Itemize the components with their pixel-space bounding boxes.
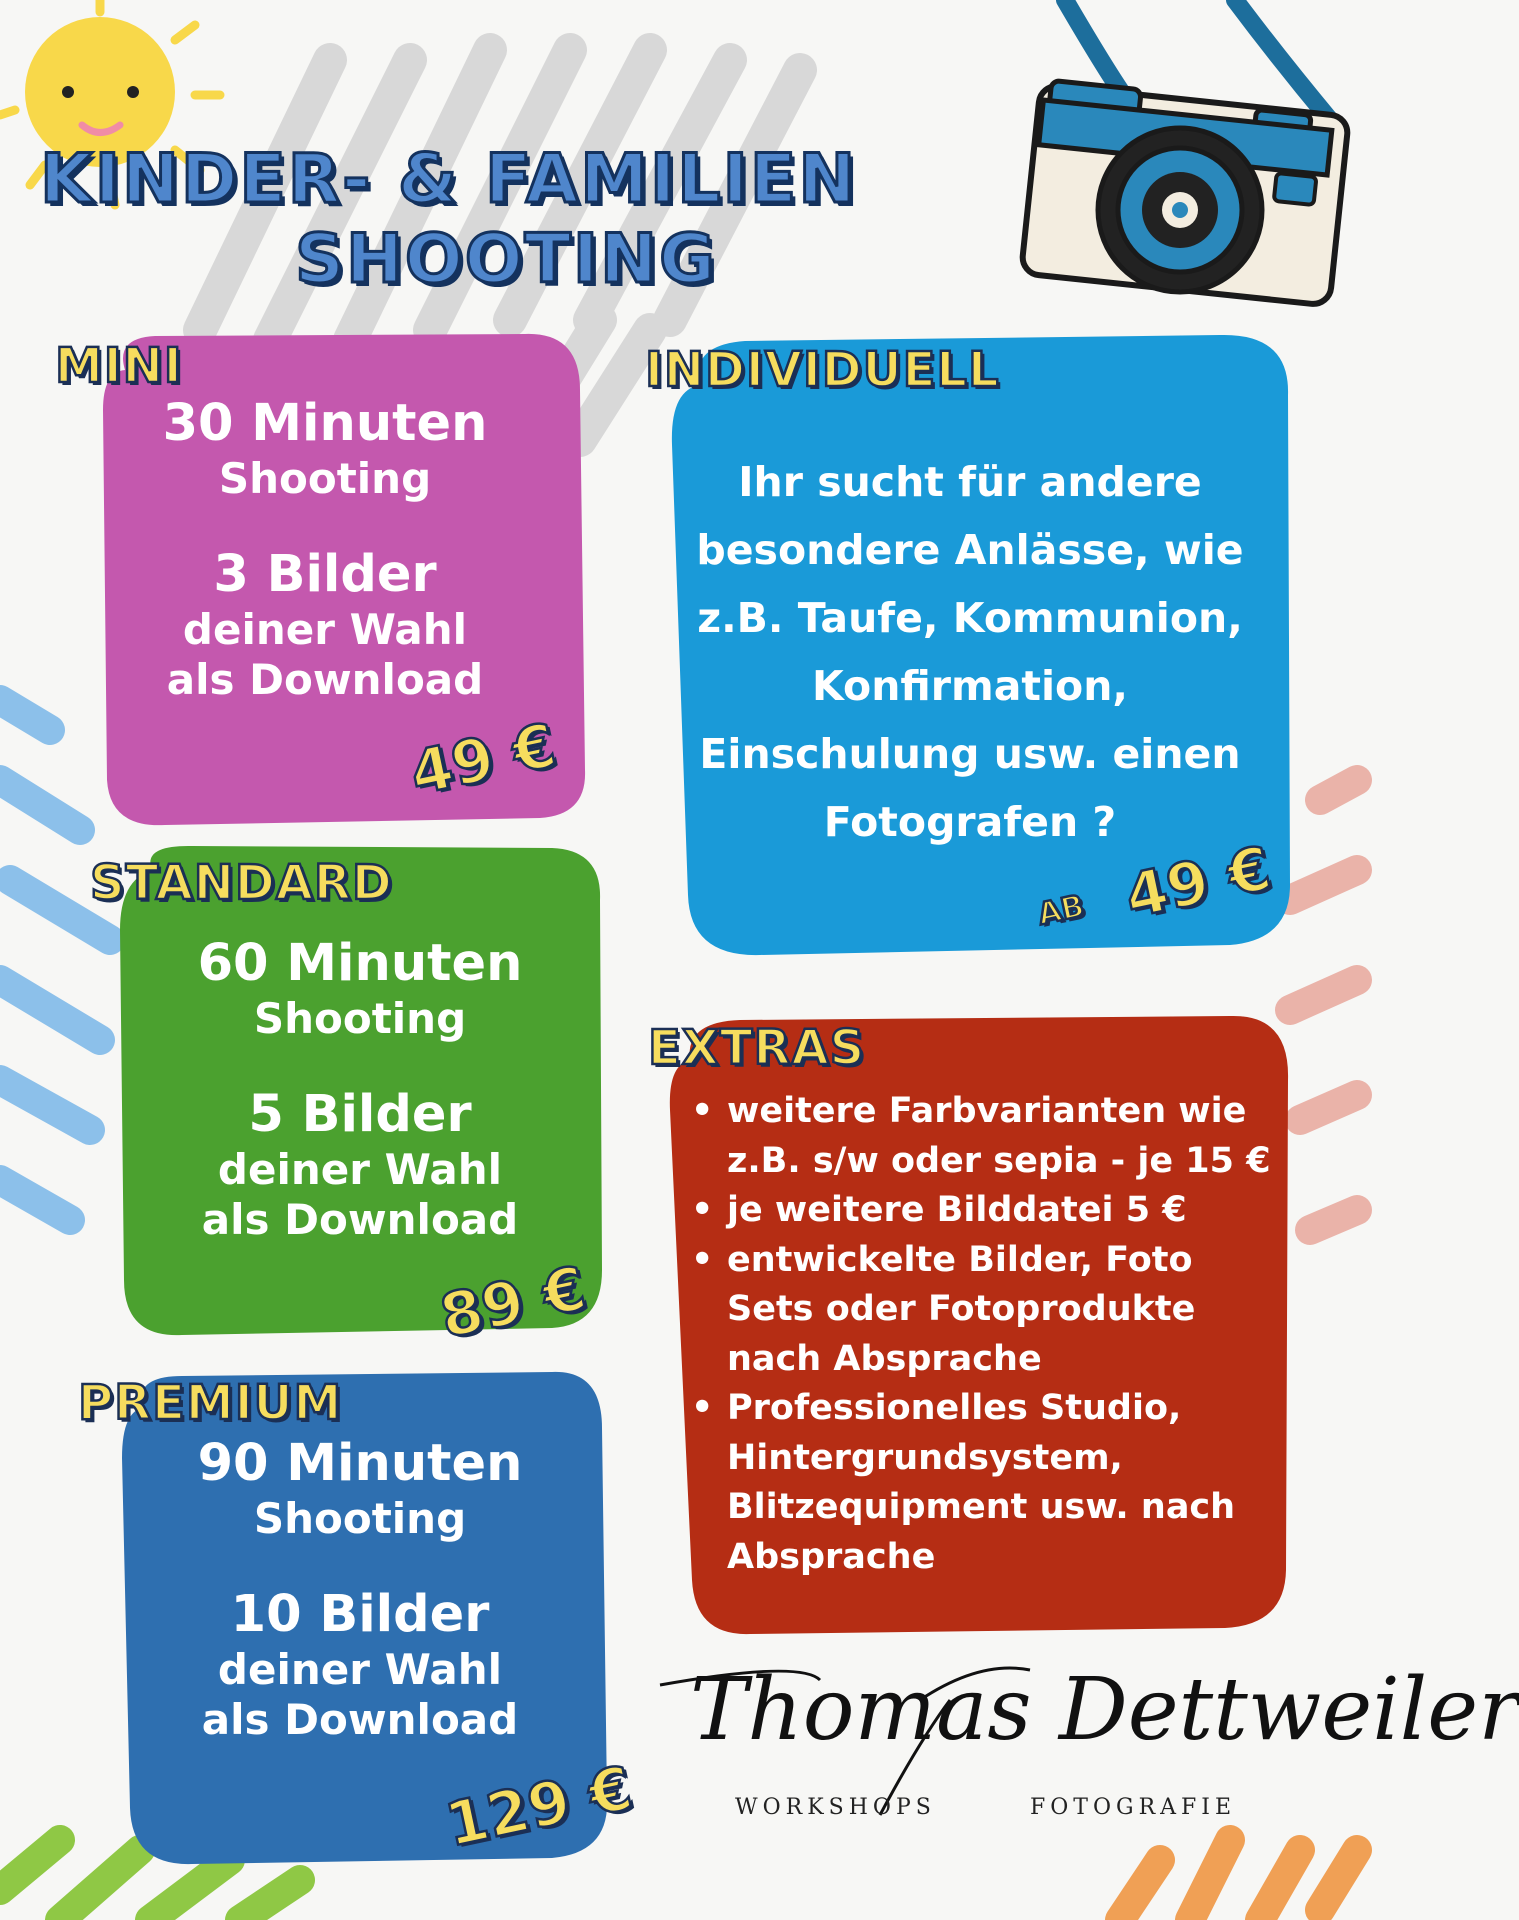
standard-images-sub-2: als Download — [201, 1195, 519, 1245]
standard-details — [140, 935, 580, 1245]
signature-logo: Thomas Dettweiler — [690, 1660, 1519, 1760]
mini-images-sub-2: als Download — [166, 655, 484, 705]
mini-label: MINI — [55, 338, 183, 394]
premium-price: 129 € — [439, 1753, 639, 1861]
individuell-label: INDIVIDUELL — [645, 342, 1000, 398]
mini-images-sub-1: deiner Wahl — [182, 604, 468, 654]
premium-images: 10 Bilder — [230, 1585, 490, 1645]
extras-item-4: • Professionelles Studio, Hintergrundsystem, Blitzequipment usw. nach Absprache — [685, 1384, 1285, 1582]
camera-icon — [1010, 0, 1357, 330]
mini-price: 49 € — [404, 710, 562, 810]
standard-label: STANDARD — [90, 855, 393, 911]
premium-images-sub-1: deiner Wahl — [217, 1644, 503, 1694]
individuell-line-3: z.B. Taufe, Kommunion, — [697, 594, 1243, 642]
individuell-description — [680, 448, 1260, 856]
signature-fotografie: FOTOGRAFIE — [1030, 1795, 1237, 1820]
sun-icon — [0, 0, 260, 260]
extras-label: EXTRAS — [648, 1020, 866, 1076]
individuell-price-prefix: AB — [1034, 888, 1088, 933]
standard-images-sub-1: deiner Wahl — [217, 1144, 503, 1194]
individuell-line-4: Konfirmation, — [812, 662, 1128, 710]
individuell-line-5: Einschulung usw. einen — [699, 730, 1241, 778]
standard-duration: 60 Minuten — [197, 934, 523, 993]
standard-price: 89 € — [434, 1253, 592, 1353]
premium-images-sub-2: als Download — [201, 1695, 519, 1745]
individuell-line-2: besondere Anlässe, wie — [696, 526, 1244, 574]
extras-item-1: • weitere Farbvarianten wie z.B. s/w oder sepia - je 15 € — [685, 1087, 1285, 1186]
extras-list — [685, 1087, 1285, 1582]
standard-duration-sub: Shooting — [253, 993, 467, 1043]
title-line-2: SHOOTING — [295, 220, 717, 299]
mini-images: 3 Bilder — [213, 545, 437, 605]
premium-duration-sub: Shooting — [253, 1493, 467, 1543]
standard-images: 5 Bilder — [248, 1085, 472, 1145]
mini-duration-sub: Shooting — [218, 453, 432, 503]
extras-item-2: • je weitere Bilddatei 5 € — [685, 1186, 1285, 1236]
signature-workshops: WORKSHOPS — [735, 1795, 936, 1820]
premium-duration: 90 Minuten — [197, 1434, 523, 1493]
mini-details — [110, 395, 540, 705]
individuell-price: 49 € — [1119, 833, 1277, 933]
individuell-line-6: Fotografen ? — [823, 798, 1117, 846]
extras-item-3: • entwickelte Bilder, Foto Sets oder Fotoprodukte nach Absprache — [685, 1236, 1285, 1385]
premium-details — [140, 1435, 580, 1745]
mini-duration: 30 Minuten — [162, 394, 488, 453]
premium-label: PREMIUM — [78, 1375, 343, 1431]
title-line-1: KINDER- & FAMILIEN — [40, 140, 858, 219]
individuell-line-1: Ihr sucht für andere — [738, 458, 1202, 506]
